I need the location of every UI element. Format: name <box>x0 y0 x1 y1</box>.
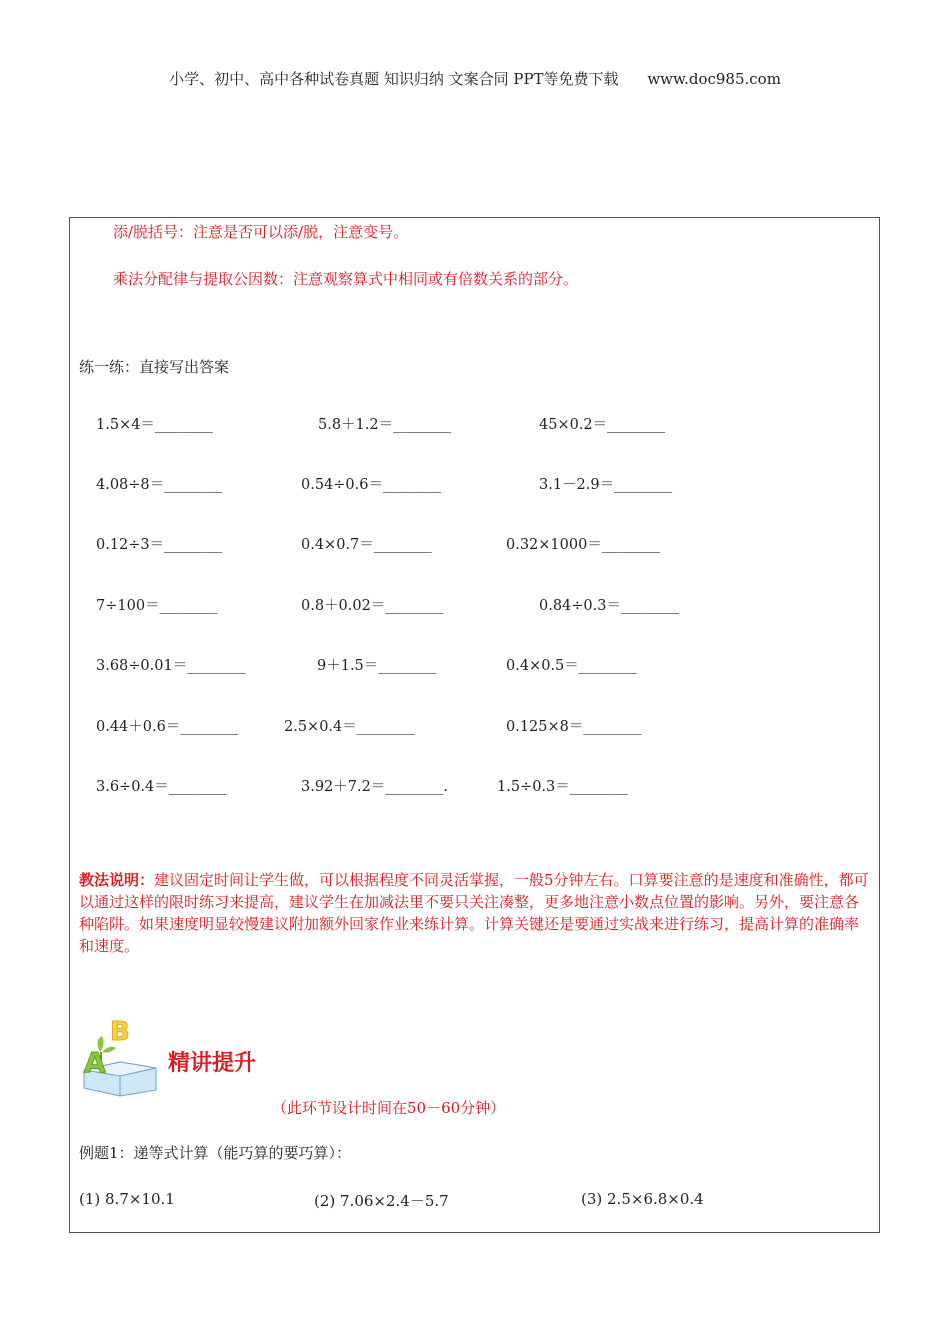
exercise: 0.125×8＝________ <box>506 719 642 735</box>
example-problem: (3) 2.5×6.8×0.4 <box>581 1190 704 1208</box>
exercise: 9＋1.5＝________ <box>317 658 437 674</box>
exercise: 2.5×0.4＝________ <box>284 719 415 735</box>
exercise: 0.54÷0.6＝________ <box>301 477 441 493</box>
teaching-text: 建议固定时间让学生做，可以根据程度不同灵活掌握，一般5分钟左右。口算要注意的是速度和准确性，都可以通过这样的限时练习来提高，建议学生在加减法里不要只关注凑整，更多地注意小数点位置的影响。另外，要注意各种陷阱。如果速度明显较慢建议附加额外回家作业来练计算。计算关键还是要通过实战来进行练习，提高计算的准确率和速度。 <box>79 871 869 955</box>
example-problem: (2) 7.06×2.4－5.7 <box>314 1192 449 1210</box>
example-title: 例题1：递等式计算（能巧算的要巧算）： <box>79 1144 352 1162</box>
example-problem: (1) 8.7×10.1 <box>79 1190 175 1208</box>
section-logo <box>80 1018 260 1098</box>
content-frame <box>69 217 880 1233</box>
exercise: 4.08÷8＝________ <box>96 477 223 493</box>
exercise: 3.1－2.9＝________ <box>539 477 673 493</box>
header-site: www.doc985.com <box>647 70 781 88</box>
exercise: 0.44＋0.6＝________ <box>96 719 239 735</box>
teaching-note <box>79 869 873 957</box>
exercise: 0.32×1000＝________ <box>506 537 660 553</box>
exercise: 1.5÷0.3＝________ <box>497 779 628 795</box>
book-abc-icon <box>80 1018 260 1098</box>
exercise: 3.92＋7.2＝________. <box>301 779 448 795</box>
exercise: 45×0.2＝________ <box>539 417 666 433</box>
exercise: 0.4×0.7＝________ <box>301 537 432 553</box>
exercise: 3.68÷0.01＝________ <box>96 658 246 674</box>
practice-title: 练一练：直接写出答案 <box>79 358 230 376</box>
exercise: 0.84÷0.3＝________ <box>539 598 679 614</box>
exercise: 3.6÷0.4＝________ <box>96 779 227 795</box>
note-brackets: 添/脱括号：注意是否可以添/脱，注意变号。 <box>113 223 409 241</box>
exercise: 1.5×4＝________ <box>96 417 213 433</box>
exercise: 5.8＋1.2＝________ <box>318 417 452 433</box>
logo-letter-a: A <box>84 1046 106 1079</box>
exercise: 7÷100＝________ <box>96 598 218 614</box>
note-distributive: 乘法分配律与提取公因数：注意观察算式中相同或有倍数关系的部分。 <box>113 270 579 288</box>
section-time-note: （此环节设计时间在50－60分钟） <box>272 1099 506 1117</box>
exercise: 0.12÷3＝________ <box>96 537 223 553</box>
teaching-label: 教法说明： <box>79 871 155 889</box>
exercise: 0.4×0.5＝________ <box>506 658 637 674</box>
section-title: 精讲提升 <box>168 1051 257 1076</box>
exercise: 0.8＋0.02＝________ <box>301 598 444 614</box>
page-header <box>0 68 950 89</box>
header-text: 小学、初中、高中各种试卷真题 知识归纳 文案合同 PPT等免费下载 <box>169 70 619 88</box>
logo-letter-b: B <box>110 1018 130 1047</box>
